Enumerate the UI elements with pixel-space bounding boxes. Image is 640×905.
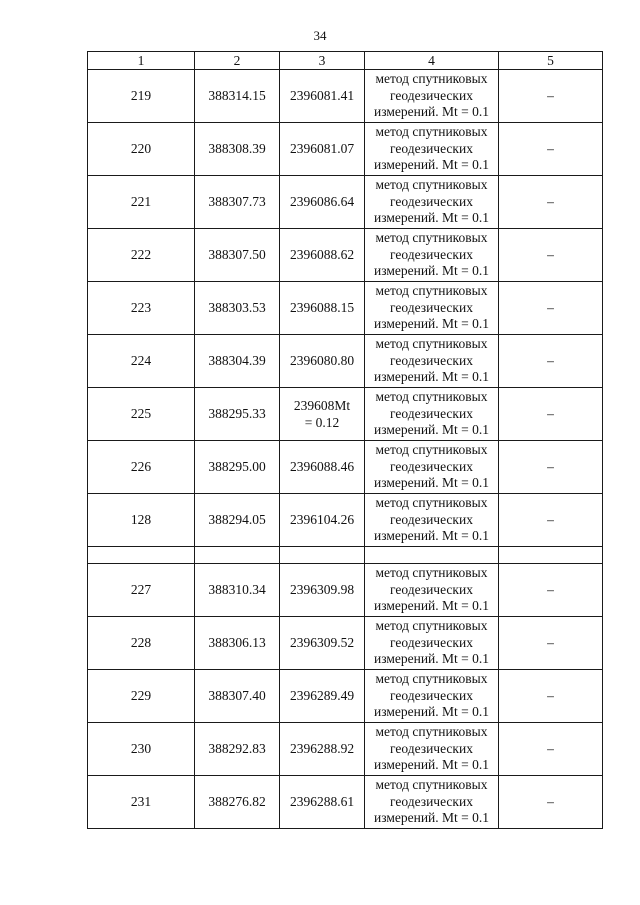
- y-coordinate-cell: 2396088.15: [280, 282, 365, 335]
- method-line-2: геодезических: [390, 511, 473, 527]
- method-line-1: метод спутниковых: [375, 389, 488, 405]
- x-coordinate-cell: 388304.39: [195, 335, 280, 388]
- method-line-1: метод спутниковых: [375, 230, 488, 246]
- point-number-cell: 227: [88, 564, 195, 617]
- column-header-3: 3: [280, 52, 365, 70]
- note-cell: –: [499, 723, 603, 776]
- x-coordinate-cell: 388314.15: [195, 70, 280, 123]
- method-line-3: измерений. Mt = 0.1: [373, 210, 490, 226]
- x-coordinate-cell: 388310.34: [195, 564, 280, 617]
- point-number-cell: 231: [88, 776, 195, 829]
- method-cell: [365, 388, 499, 441]
- method-line-2: геодезических: [390, 352, 473, 368]
- column-header-1: 1: [88, 52, 195, 70]
- y-coordinate-cell: 2396309.52: [280, 617, 365, 670]
- table-header-row: [88, 52, 603, 70]
- note-cell: –: [499, 335, 603, 388]
- empty-cell: [280, 547, 365, 564]
- method-line-3: измерений. Mt = 0.1: [373, 704, 490, 720]
- empty-cell: [365, 547, 499, 564]
- y-coordinate-cell: 2396088.46: [280, 441, 365, 494]
- method-line-1: метод спутниковых: [375, 283, 488, 299]
- method-line-1: метод спутниковых: [375, 495, 488, 511]
- x-coordinate-cell: 388303.53: [195, 282, 280, 335]
- method-line-2: геодезических: [390, 140, 473, 156]
- x-coordinate-cell: 388307.40: [195, 670, 280, 723]
- note-cell: –: [499, 229, 603, 282]
- x-coordinate-cell: 388307.50: [195, 229, 280, 282]
- table-row: [88, 282, 603, 335]
- note-cell: –: [499, 776, 603, 829]
- method-cell: [365, 229, 499, 282]
- note-cell: –: [499, 494, 603, 547]
- method-line-1: метод спутниковых: [375, 565, 488, 581]
- method-line-3: измерений. Mt = 0.1: [373, 369, 490, 385]
- point-number-cell: 128: [88, 494, 195, 547]
- point-number-cell: 223: [88, 282, 195, 335]
- table-row: [88, 388, 603, 441]
- method-cell: [365, 723, 499, 776]
- note-cell: –: [499, 670, 603, 723]
- column-header-2: 2: [195, 52, 280, 70]
- table-row: [88, 564, 603, 617]
- note-cell: –: [499, 441, 603, 494]
- method-cell: [365, 123, 499, 176]
- method-cell: [365, 494, 499, 547]
- note-cell: –: [499, 388, 603, 441]
- method-line-1: метод спутниковых: [375, 618, 488, 634]
- y-coordinate-cell: 2396289.49: [280, 670, 365, 723]
- method-cell: [365, 564, 499, 617]
- y-coordinate-cell: 2396081.41: [280, 70, 365, 123]
- separator-row: [88, 547, 603, 564]
- table-row: [88, 123, 603, 176]
- method-line-2: геодезических: [390, 634, 473, 650]
- table-row: [88, 441, 603, 494]
- method-line-3: измерений. Mt = 0.1: [373, 810, 490, 826]
- method-line-2: геодезических: [390, 687, 473, 703]
- method-line-1: метод спутниковых: [375, 71, 488, 87]
- method-line-2: геодезических: [390, 193, 473, 209]
- method-line-3: измерений. Mt = 0.1: [373, 422, 490, 438]
- y-coordinate-cell: 2396104.26: [280, 494, 365, 547]
- method-line-2: геодезических: [390, 458, 473, 474]
- y-coordinate-cell: 2396080.80: [280, 335, 365, 388]
- method-line-3: измерений. Mt = 0.1: [373, 104, 490, 120]
- table-body: [88, 70, 603, 829]
- method-line-2: геодезических: [390, 793, 473, 809]
- column-header-5: 5: [499, 52, 603, 70]
- table-row: [88, 70, 603, 123]
- empty-cell: [499, 547, 603, 564]
- y-coordinate-cell: 2396086.64: [280, 176, 365, 229]
- method-cell: [365, 776, 499, 829]
- method-line-3: измерений. Mt = 0.1: [373, 157, 490, 173]
- note-cell: –: [499, 123, 603, 176]
- method-cell: [365, 441, 499, 494]
- table-row: [88, 617, 603, 670]
- method-line-1: метод спутниковых: [375, 671, 488, 687]
- point-number-cell: 222: [88, 229, 195, 282]
- point-number-cell: 230: [88, 723, 195, 776]
- method-line-2: геодезических: [390, 740, 473, 756]
- y-coordinate-cell: 2396288.92: [280, 723, 365, 776]
- point-number-cell: 224: [88, 335, 195, 388]
- table-row: [88, 335, 603, 388]
- method-line-3: измерений. Mt = 0.1: [373, 528, 490, 544]
- method-line-1: метод спутниковых: [375, 124, 488, 140]
- note-cell: –: [499, 176, 603, 229]
- x-coordinate-cell: 388292.83: [195, 723, 280, 776]
- y-coordinate-cell: 239608Mt = 0.12: [280, 388, 365, 441]
- note-cell: –: [499, 617, 603, 670]
- method-line-1: метод спутниковых: [375, 336, 488, 352]
- table-row: [88, 176, 603, 229]
- note-cell: –: [499, 282, 603, 335]
- note-cell: –: [499, 564, 603, 617]
- method-line-3: измерений. Mt = 0.1: [373, 757, 490, 773]
- x-coordinate-cell: 388307.73: [195, 176, 280, 229]
- point-number-cell: 219: [88, 70, 195, 123]
- coordinates-table: [87, 51, 603, 829]
- page-number: 34: [313, 28, 327, 43]
- table-row: [88, 670, 603, 723]
- table-row: [88, 229, 603, 282]
- method-line-2: геодезических: [390, 246, 473, 262]
- y-coordinate-cell: 2396088.62: [280, 229, 365, 282]
- point-number-cell: 229: [88, 670, 195, 723]
- x-coordinate-cell: 388294.05: [195, 494, 280, 547]
- method-line-2: геодезических: [390, 581, 473, 597]
- point-number-cell: 225: [88, 388, 195, 441]
- method-line-1: метод спутниковых: [375, 442, 488, 458]
- method-line-2: геодезических: [390, 87, 473, 103]
- method-line-3: измерений. Mt = 0.1: [373, 651, 490, 667]
- method-line-2: геодезических: [390, 299, 473, 315]
- x-coordinate-cell: 388295.00: [195, 441, 280, 494]
- method-line-3: измерений. Mt = 0.1: [373, 263, 490, 279]
- method-cell: [365, 670, 499, 723]
- method-line-2: геодезических: [390, 405, 473, 421]
- method-line-1: метод спутниковых: [375, 724, 488, 740]
- empty-cell: [88, 547, 195, 564]
- method-line-3: измерений. Mt = 0.1: [373, 598, 490, 614]
- method-line-1: метод спутниковых: [375, 777, 488, 793]
- column-header-4: 4: [365, 52, 499, 70]
- x-coordinate-cell: 388306.13: [195, 617, 280, 670]
- table-row: [88, 723, 603, 776]
- point-number-cell: 226: [88, 441, 195, 494]
- method-cell: [365, 70, 499, 123]
- y-coordinate-cell: 2396309.98: [280, 564, 365, 617]
- point-number-cell: 228: [88, 617, 195, 670]
- method-line-3: измерений. Mt = 0.1: [373, 475, 490, 491]
- method-line-3: измерений. Mt = 0.1: [373, 316, 490, 332]
- method-line-1: метод спутниковых: [375, 177, 488, 193]
- method-cell: [365, 335, 499, 388]
- table-row: [88, 776, 603, 829]
- x-coordinate-cell: 388308.39: [195, 123, 280, 176]
- method-cell: [365, 617, 499, 670]
- y-coordinate-cell: 2396288.61: [280, 776, 365, 829]
- method-cell: [365, 176, 499, 229]
- empty-cell: [195, 547, 280, 564]
- point-number-cell: 221: [88, 176, 195, 229]
- x-coordinate-cell: 388276.82: [195, 776, 280, 829]
- point-number-cell: 220: [88, 123, 195, 176]
- y-coordinate-cell: 2396081.07: [280, 123, 365, 176]
- method-cell: [365, 282, 499, 335]
- x-coordinate-cell: 388295.33: [195, 388, 280, 441]
- table-row: [88, 494, 603, 547]
- note-cell: –: [499, 70, 603, 123]
